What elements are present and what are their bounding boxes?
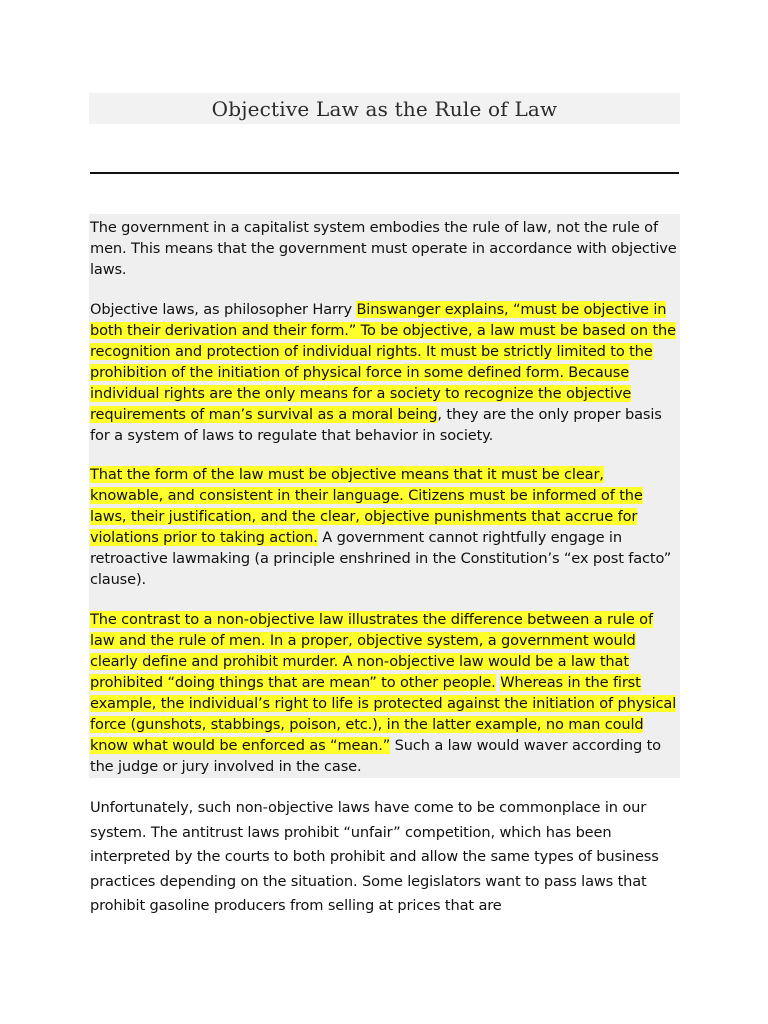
text-segment: Objective laws, as philosopher Harry [90,301,357,318]
highlighted-text: Whereas in the first example, the individual’s right to life is protected against the initiation of physical force (gunshots, stabbings, poison, etc.), in the latter example, no man could know what would be enforced as “mean.” [90,674,677,754]
paragraph-2 [90,299,680,446]
paragraph-4 [90,609,680,777]
paragraph-3 [90,464,680,590]
document-title: Objective Law as the Rule of Law [211,97,558,121]
highlighted-text: Binswanger explains, “must be objective in both their derivation and their form.” To be objective, a law must be based on the recognition and protection of individual rights. It must be strictly limited to the prohibition of the initiation of physical force in some defined form. Because individual rights are the only means for a society to recognize the objective requirements of man’s survival as a moral being [90,301,676,423]
text-segment: A government cannot rightfully engage in retroactive lawmaking (a principle enshrined in the Constitution’s “ex post facto” clause). [90,529,672,588]
paragraph-5 [90,796,680,919]
text-segment: Such a law would waver according to the judge or jury involved in the case. [90,737,661,775]
text-segment: , they are the only proper basis for a system of laws to regulate that behavior in society. [90,406,662,444]
title-divider [90,172,679,174]
paragraph-1 [90,217,680,280]
highlighted-text: The contrast to a non-objective law illustrates the difference between a rule of law and the rule of men. In a proper, objective system, a government would clearly define and prohibit murder. A non-objective law would be a law that prohibited “doing things that are mean” to other people. [90,611,653,691]
text-segment: Unfortunately, such non-objective laws have come to be commonplace in our system. The antitrust laws prohibit “unfair” competition, which has been interpreted by the courts to both prohibit and allow the same types of business practices depending on the situation. Some legislators want to pass laws that prohibit gasoline producers from selling at prices that are [90,799,659,914]
highlighted-text: That the form of the law must be objective means that it must be clear, knowable, and consistent in their language. Citizens must be informed of the laws, their justification, and the clear, objective punishments that accrue for violations prior to taking action. [90,466,643,546]
text-segment: The government in a capitalist system embodies the rule of law, not the rule of men. This means that the government must operate in accordance with objective laws. [90,219,677,278]
